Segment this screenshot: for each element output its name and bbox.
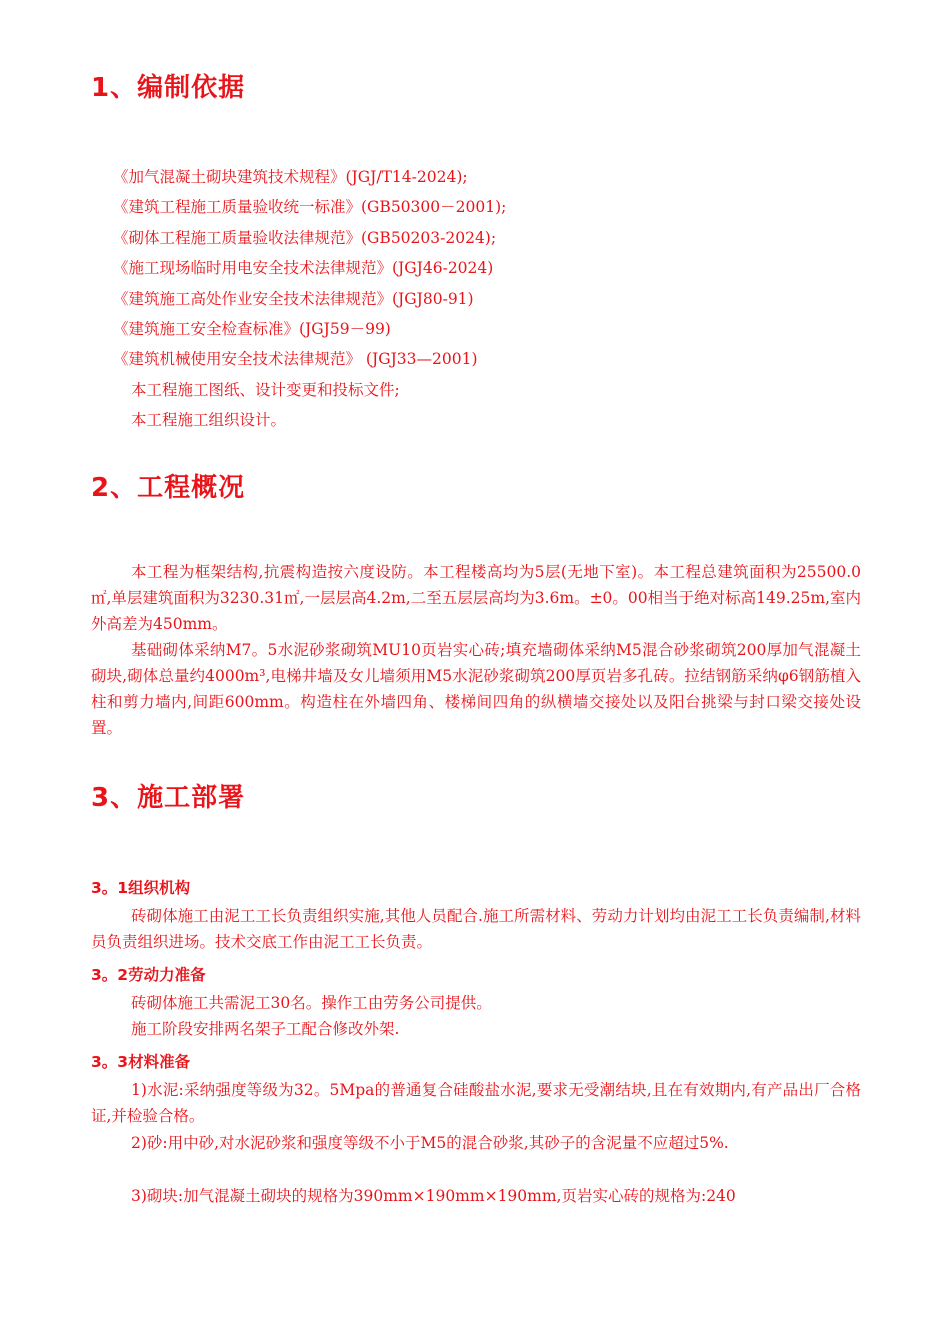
reference-item: 《砌体工程施工质量验收法律规范》(GB50203-2024);	[113, 229, 497, 247]
labor-paragraph: 施工阶段安排两名架子工配合修改外架.	[131, 1020, 400, 1038]
reference-item: 《建筑施工高处作业安全技术法律规范》(JGJ80-91)	[113, 290, 474, 308]
reference-item: 本工程施工图纸、设计变更和投标文件;	[131, 381, 400, 399]
reference-item: 《加气混凝土砌块建筑技术规程》(JGJ/T14-2024);	[113, 168, 468, 186]
section-heading-basis: 1、编制依据	[91, 73, 246, 103]
subsection-title-organization: 3。1组织机构	[91, 879, 191, 897]
subsection-title-labor: 3。2劳动力准备	[91, 966, 206, 984]
organization-paragraph: 砖砌体施工由泥工工长负责组织实施,其他人员配合.施工所需材料、劳动力计划均由泥工工长负责编制,材料员负责组织进场。技术交底工作由泥工工长负责。	[91, 907, 861, 951]
overview-paragraph: 本工程为框架结构,抗震构造按六度设防。本工程楼高均为5层(无地下室)。本工程总建筑面积为25500.0㎡,单层建筑面积为3230.31㎡,一层层高4.2m,二至五层层高均为3.6m。±0。00相当于绝对标高149.25m,室内外高差为450mm。	[91, 563, 862, 633]
reference-item: 《建筑机械使用安全技术法律规范》 (JGJ33—2001)	[113, 350, 478, 368]
overview-paragraph: 基础砌体采纳M7。5水泥砂浆砌筑MU10页岩实心砖;填充墙砌体采纳M5混合砂浆砌筑200厚加气混凝土砌块,砌体总量约4000m³,电梯井墙及女儿墙须用M5水泥砂浆砌筑200厚页岩多孔砖。拉结钢筋采纳φ6钢筋植入柱和剪力墙内,间距600mm。构造柱在外墙四角、楼梯间四角的纵横墙交接处以及阳台挑梁与封口梁交接处设置。	[91, 641, 861, 737]
reference-item: 《建筑施工安全检查标准》(JGJ59－99)	[113, 320, 391, 338]
reference-item: 《建筑工程施工质量验收统一标准》(GB50300－2001);	[113, 198, 507, 216]
section-heading-overview: 2、工程概况	[91, 473, 246, 503]
material-item-sand: 2)砂:用中砂,对水泥砂浆和强度等级不小于M5的混合砂浆,其砂子的含泥量不应超过5%.	[131, 1134, 729, 1152]
material-item-cement: 1)水泥:采纳强度等级为32。5Mpa的普通复合硅酸盐水泥,要求无受潮结块,且在有效期内,有产品出厂合格证,并检验合格。	[91, 1081, 861, 1125]
labor-paragraph: 砖砌体施工共需泥工30名。操作工由劳务公司提供。	[131, 994, 492, 1012]
material-item-blocks: 3)砌块:加气混凝土砌块的规格为390mm×190mm×190mm,页岩实心砖的规格为:240	[131, 1187, 736, 1205]
reference-item: 本工程施工组织设计。	[131, 411, 287, 429]
section-heading-deployment: 3、施工部署	[91, 783, 246, 813]
reference-item: 《施工现场临时用电安全技术法律规范》(JGJ46-2024)	[113, 259, 494, 277]
subsection-title-materials: 3。3材料准备	[91, 1053, 191, 1071]
